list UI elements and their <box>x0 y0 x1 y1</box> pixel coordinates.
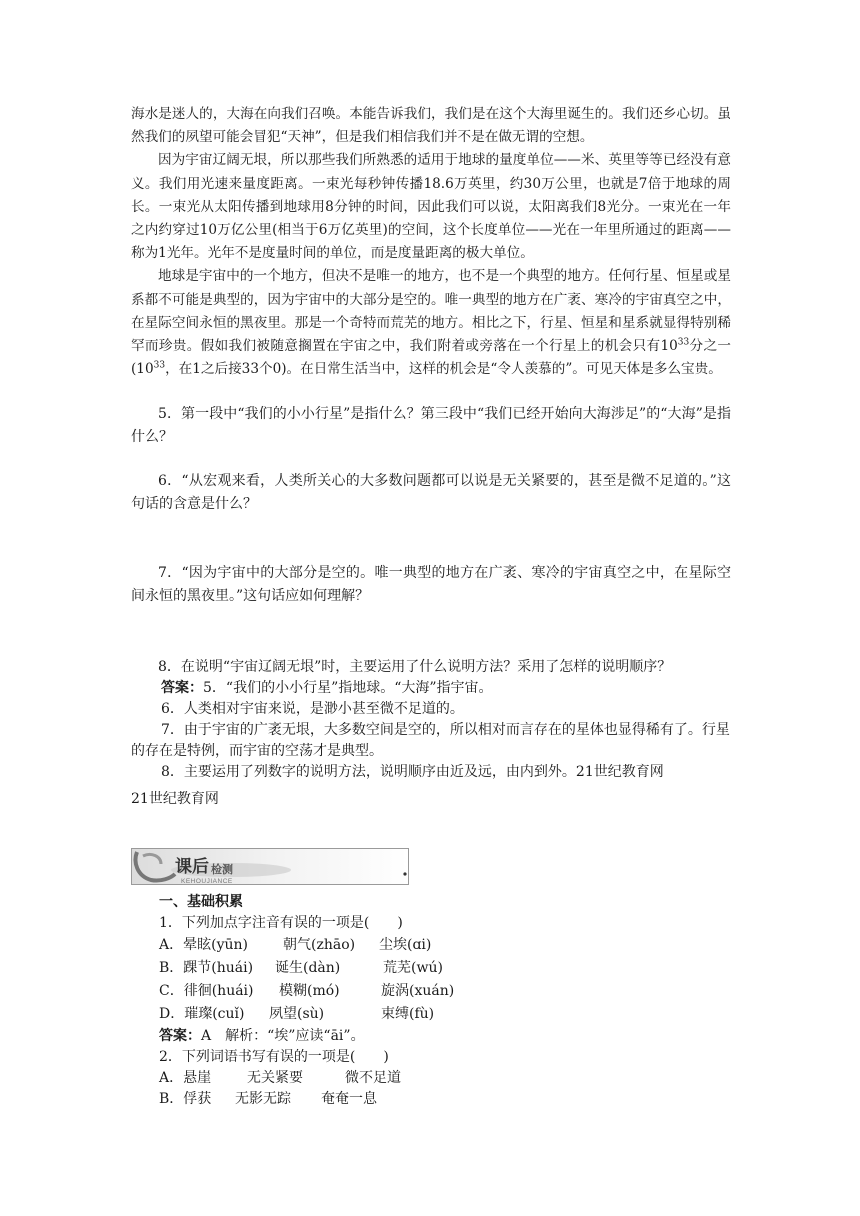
banner-subtitle: 检测 <box>211 864 233 876</box>
option-a <box>159 1068 731 1089</box>
option-item: 夙望(sù) <box>269 1006 325 1022</box>
basic-accumulation-section <box>131 892 731 1110</box>
exponent: 33 <box>153 360 166 371</box>
exponent: 33 <box>677 337 690 348</box>
answer-line-7: 7．由于宇宙的广袤无垠，大多数空间是空的，所以相对而言存在的星体也显得稀有了。行星的存在是特例，而宇宙的空荡才是典型。 <box>131 722 730 759</box>
question-2-options <box>131 1068 731 1110</box>
option-item: 模糊(mó) <box>279 983 340 999</box>
option-item: 无关紧要 <box>247 1070 303 1086</box>
option-c <box>159 980 731 1003</box>
answer-text: 5．“我们的小小行星”指地球。“大海”指宇宙。 <box>203 680 493 696</box>
option-item: 奄奄一息 <box>321 1091 377 1107</box>
question-5 <box>131 403 731 449</box>
answer-text: A 解析：“埃”应读“āi”。 <box>201 1028 365 1044</box>
option-item: 微不足道 <box>345 1070 401 1086</box>
source-watermark: 21世纪教育网 <box>131 791 219 807</box>
option-item: 尘埃(ɑi) <box>379 937 432 953</box>
answer-block <box>131 678 731 783</box>
passage-text: ，在1之后接33个0)。在日常生活当中，这样的机会是“令人羡慕的”。可见天体是多么宝贵。 <box>165 361 722 378</box>
banner-graphic <box>131 848 409 885</box>
option-item: 朝气(zhāo) <box>283 937 356 953</box>
passage-paragraph-2: 因为宇宙辽阔无垠，所以那些我们所熟悉的适用于地球的量度单位——米、英里等等已经没有意义。我们用光速来量度距离。一束光每秒钟传播18.6万英里，约30万公里，也就是7倍于地球的周长。一束光从太阳传播到地球用8分钟的时间，因此我们可以说，太阳离我们8光分。一束光在一年之内约穿过10万亿公里(相当于6万亿英里)的空间，这个长度单位——光在一年里所通过的距离——称为1光年。光年不是度量时间的单位，而是度量距离的极大单位。 <box>131 152 731 262</box>
reading-passage <box>131 103 731 381</box>
answer-label: 答案： <box>161 680 203 696</box>
option-item: A．晕眩(yūn) <box>159 937 248 953</box>
option-a <box>159 934 731 957</box>
banner-title: 课后 <box>175 857 209 876</box>
option-item: 束缚(fù) <box>381 1006 435 1022</box>
option-item: 无影无踪 <box>235 1091 291 1107</box>
question-1-answer <box>131 1026 731 1047</box>
question-1-options <box>131 934 731 1026</box>
section-heading: 一、基础积累 <box>159 894 243 910</box>
option-item: D．璀璨(cuǐ) <box>159 1006 245 1022</box>
option-item: C．徘徊(huái) <box>159 983 254 999</box>
question-text: 7．“因为宇宙中的大部分是空的。唯一典型的地方在广袤、寒冷的宇宙真空之中，在星际空间永恒的黑夜里。”这句话应如何理解？ <box>131 565 731 604</box>
passage-text: 分之一(10 <box>131 338 732 378</box>
passage-paragraph-1: 海水是迷人的，大海在向我们召唤。本能告诉我们，我们是在这个大海里诞生的。我们还乡心切。虽然我们的夙望可能会冒犯“天神”，但是我们相信我们并不是在做无谓的空想。 <box>131 106 731 146</box>
answer-label: 答案： <box>159 1028 201 1044</box>
question-8 <box>131 656 731 679</box>
banner-pinyin: KEHOUJIANCE <box>181 878 233 885</box>
answer-line-8: 8．主要运用了列数字的说明方法，说明顺序由近及远，由内到外。21世纪教育网 <box>161 764 664 780</box>
answer-line-6: 6．人类相对宇宙来说，是渺小甚至微不足道的。 <box>161 701 464 717</box>
section-banner <box>131 848 409 885</box>
option-b <box>159 957 731 980</box>
option-item: B．俘获 <box>159 1091 212 1107</box>
question-text: 6．“从宏观来看，人类所关心的大多数问题都可以说是无关紧要的，甚至是微不足道的。”这句话的含意是什么？ <box>131 473 731 512</box>
passage-paragraph-3 <box>131 265 731 381</box>
question-text: 8．在说明“宇宙辽阔无垠”时，主要运用了什么说明方法？采用了怎样的说明顺序？ <box>158 659 672 675</box>
option-item: 荒芜(wú) <box>383 960 443 976</box>
question-text: 5．第一段中“我们的小小行星”是指什么？第三段中“我们已经开始向大海涉足”的“大海”是指什么？ <box>131 406 731 445</box>
option-item: B．踝节(huái) <box>159 960 254 976</box>
option-item: 诞生(dàn) <box>275 960 341 976</box>
question-7 <box>131 562 731 608</box>
option-item: A．悬崖 <box>159 1070 212 1086</box>
option-d <box>159 1003 731 1026</box>
question-1: 1．下列加点字注音有误的一项是( ) <box>159 915 403 931</box>
option-b <box>159 1089 731 1110</box>
question-6 <box>131 470 731 516</box>
option-item: 旋涡(xuán) <box>381 983 455 999</box>
answer-line-5 <box>131 678 731 699</box>
passage-text: 地球是宇宙中的一个地方，但决不是唯一的地方，也不是一个典型的地方。任何行星、恒星或星系都不可能是典型的，因为宇宙中的大部分是空的。唯一典型的地方在广袤、寒冷的宇宙真空之中，在星际空间永恒的黑夜里。那是一个奇特而荒芜的地方。相比之下，行星、恒星和星系就显得特别稀罕而珍贵。假如我们被随意搁置在宇宙之中，我们附着或旁落在一个行星上的机会只有10 <box>131 268 731 355</box>
question-2: 2．下列词语书写有误的一项是( ) <box>159 1049 389 1065</box>
